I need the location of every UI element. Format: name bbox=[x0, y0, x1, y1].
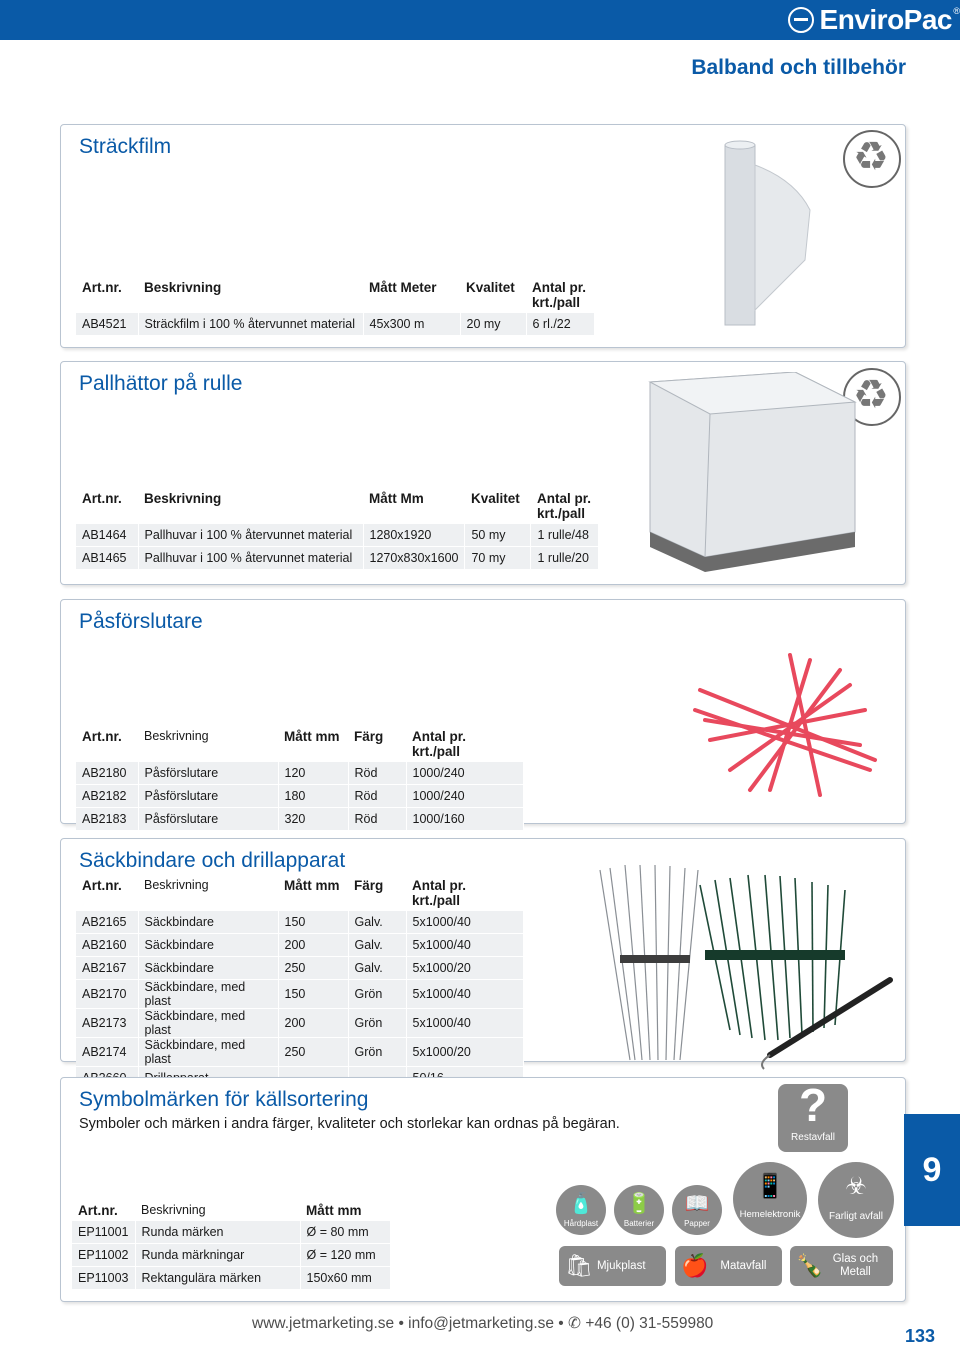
cell-art-nr: AB2160 bbox=[76, 934, 138, 957]
cell-art-nr: AB2167 bbox=[76, 957, 138, 980]
cell-matt: 150 bbox=[278, 980, 348, 1009]
cell-art-nr: AB2183 bbox=[76, 808, 138, 831]
cell-kvalitet: 50 my bbox=[465, 524, 531, 547]
papper-badge bbox=[672, 1185, 722, 1235]
cell-antal: 6 rl./22 bbox=[526, 313, 594, 336]
cell-matt: 250 bbox=[278, 1038, 348, 1067]
hardplast-badge bbox=[556, 1185, 606, 1235]
table-row bbox=[76, 1038, 523, 1067]
col-antal: Antal pr. krt./pall bbox=[536, 491, 591, 521]
cell-art-nr: EP11002 bbox=[72, 1244, 135, 1267]
col-kvalitet: Kvalitet bbox=[470, 491, 520, 506]
cell-art-nr: AB4521 bbox=[76, 313, 138, 336]
table-row bbox=[76, 547, 599, 570]
col-antal: Antal pr. krt./pall bbox=[412, 729, 467, 759]
cell-antal: 1000/160 bbox=[406, 808, 523, 831]
table-header-row bbox=[76, 727, 523, 762]
badge-label: Farligt avfall bbox=[829, 1211, 883, 1222]
col-farg: Färg bbox=[354, 878, 384, 893]
table-row bbox=[72, 1244, 390, 1267]
cell-beskrivning: Säckbindare, med plast bbox=[138, 1038, 278, 1067]
bag-closure-ties-image bbox=[690, 650, 880, 800]
cell-art-nr: AB2174 bbox=[76, 1038, 138, 1067]
cell-matt: 200 bbox=[278, 1009, 348, 1038]
cell-matt: 45x300 m bbox=[363, 313, 460, 336]
col-art-nr: Art.nr. bbox=[78, 1203, 118, 1218]
brand-logo bbox=[788, 4, 960, 36]
strackfilm-table bbox=[76, 278, 595, 336]
section-title: Symbolmärken för källsortering bbox=[79, 1088, 369, 1111]
col-beskrivning: Beskrivning bbox=[144, 491, 222, 506]
cell-art-nr: AB2182 bbox=[76, 785, 138, 808]
col-kvalitet: Kvalitet bbox=[466, 280, 515, 295]
electronics-icon: 📱 bbox=[755, 1173, 785, 1200]
cell-matt: Ø = 80 mm bbox=[300, 1221, 390, 1244]
badge-label: Mjukplast bbox=[596, 1260, 646, 1272]
cell-antal: 5x1000/20 bbox=[406, 1038, 523, 1067]
farligt-avfall-badge bbox=[818, 1162, 894, 1238]
table-row bbox=[76, 762, 523, 785]
cell-antal: 1 rulle/20 bbox=[531, 547, 599, 570]
badge-label: Papper bbox=[684, 1219, 710, 1228]
cell-farg: Galv. bbox=[348, 911, 406, 934]
cell-beskrivning: Säckbindare, med plast bbox=[138, 980, 278, 1009]
cell-farg: Grön bbox=[348, 1009, 406, 1038]
col-matt: Mått mm bbox=[284, 729, 340, 744]
badge-label: Matavfall bbox=[720, 1260, 767, 1272]
cell-matt: 1270x830x1600 bbox=[363, 547, 465, 570]
cell-beskrivning: Säckbindare bbox=[138, 911, 278, 934]
cell-farg: Galv. bbox=[348, 934, 406, 957]
col-antal: Antal pr. krt./pall bbox=[412, 878, 467, 908]
pallhattor-table bbox=[76, 489, 599, 570]
table-header-row bbox=[76, 278, 594, 313]
col-matt: Mått mm bbox=[306, 1203, 362, 1218]
cell-antal: 5x1000/40 bbox=[406, 911, 523, 934]
restavfall-badge bbox=[778, 1079, 848, 1152]
page-title: Balband och tillbehör bbox=[691, 56, 906, 79]
cell-matt: 320 bbox=[278, 808, 348, 831]
header-bar bbox=[0, 0, 960, 40]
cell-beskrivning: Säckbindare bbox=[138, 934, 278, 957]
cell-matt: 150 bbox=[278, 911, 348, 934]
cell-beskrivning: Säckbindare bbox=[138, 957, 278, 980]
section-title: Påsförslutare bbox=[79, 610, 203, 633]
cell-art-nr: AB2180 bbox=[76, 762, 138, 785]
cell-farg: Röd bbox=[348, 808, 406, 831]
table-row bbox=[72, 1267, 390, 1290]
cell-beskrivning: Påsförslutare bbox=[138, 785, 278, 808]
cell-matt: Ø = 120 mm bbox=[300, 1244, 390, 1267]
cell-antal: 5x1000/40 bbox=[406, 980, 523, 1009]
col-farg: Färg bbox=[354, 729, 384, 744]
symbolmarken-table bbox=[72, 1201, 391, 1290]
cell-beskrivning: Påsförslutare bbox=[138, 762, 278, 785]
mjukplast-badge bbox=[559, 1246, 666, 1286]
cell-kvalitet: 70 my bbox=[465, 547, 531, 570]
recycle-icon bbox=[843, 130, 901, 188]
cell-beskrivning: Runda märkningar bbox=[135, 1244, 300, 1267]
cell-matt: 250 bbox=[278, 957, 348, 980]
cell-kvalitet: 20 my bbox=[460, 313, 526, 336]
cell-farg: Röd bbox=[348, 762, 406, 785]
section-title: Säckbindare och drillapparat bbox=[79, 849, 346, 872]
section-title: Sträckfilm bbox=[79, 135, 172, 158]
matavfall-badge bbox=[675, 1246, 782, 1286]
cell-antal: 1000/240 bbox=[406, 785, 523, 808]
paper-icon: 📖 bbox=[684, 1193, 710, 1215]
cell-antal: 5x1000/40 bbox=[406, 934, 523, 957]
table-header-row bbox=[76, 876, 523, 911]
section-title: Pallhättor på rulle bbox=[79, 372, 243, 395]
table-row bbox=[76, 785, 523, 808]
cell-farg: Grön bbox=[348, 1038, 406, 1067]
registered-mark: ® bbox=[953, 6, 960, 16]
col-matt: Mått Mm bbox=[369, 491, 424, 506]
cell-antal: 1 rulle/48 bbox=[531, 524, 599, 547]
cell-art-nr: AB2173 bbox=[76, 1009, 138, 1038]
sack-ties-and-drill-image bbox=[580, 860, 900, 1070]
stretch-film-image bbox=[715, 140, 815, 330]
cell-beskrivning: Sträckfilm i 100 % återvunnet material bbox=[138, 313, 363, 336]
question-mark-icon: ? bbox=[798, 1079, 828, 1131]
section-subtitle: Symboler och märken i andra färger, kvaliteter och storlekar kan ordnas på begäran. bbox=[79, 1116, 620, 1132]
badge-label: Hemelektronik bbox=[739, 1209, 801, 1220]
cell-matt: 120 bbox=[278, 762, 348, 785]
cell-art-nr: AB2165 bbox=[76, 911, 138, 934]
cell-art-nr: AB1464 bbox=[76, 524, 138, 547]
cell-antal: 1000/240 bbox=[406, 762, 523, 785]
food-waste-icon: 🍎 bbox=[681, 1253, 709, 1278]
table-row bbox=[76, 911, 523, 934]
cell-antal: 5x1000/20 bbox=[406, 957, 523, 980]
cell-farg: Galv. bbox=[348, 957, 406, 980]
batterier-badge bbox=[614, 1185, 664, 1235]
cell-beskrivning: Pallhuvar i 100 % återvunnet material bbox=[138, 524, 363, 547]
table-row bbox=[76, 524, 599, 547]
col-beskrivning: Beskrivning bbox=[144, 729, 209, 743]
col-art-nr: Art.nr. bbox=[82, 280, 122, 295]
table-row bbox=[76, 980, 523, 1009]
col-art-nr: Art.nr. bbox=[82, 729, 122, 744]
col-matt: Mått Meter bbox=[369, 280, 437, 295]
footer-contact: www.jetmarketing.se • info@jetmarketing.se • ✆ +46 (0) 31-559980 bbox=[252, 1315, 714, 1332]
hemelektronik-badge bbox=[733, 1162, 807, 1236]
cell-beskrivning: Rektangulära märken bbox=[135, 1267, 300, 1290]
badge-label: Batterier bbox=[623, 1219, 655, 1228]
table-row bbox=[76, 808, 523, 831]
pallet-hood-image bbox=[645, 372, 860, 572]
hazardous-container-icon: ☣ bbox=[845, 1173, 867, 1200]
logo-mark-icon bbox=[788, 7, 814, 33]
table-header-row bbox=[76, 489, 599, 524]
plastic-container-icon: 🧴 bbox=[568, 1193, 594, 1215]
cell-art-nr: EP11001 bbox=[72, 1221, 135, 1244]
cell-art-nr: EP11003 bbox=[72, 1267, 135, 1290]
table-row bbox=[72, 1221, 390, 1244]
cell-beskrivning: Påsförslutare bbox=[138, 808, 278, 831]
badge-label: Glas och Metall bbox=[832, 1253, 879, 1278]
col-matt: Mått mm bbox=[284, 878, 340, 893]
cell-farg: Röd bbox=[348, 785, 406, 808]
cell-matt: 150x60 mm bbox=[300, 1267, 390, 1290]
cell-matt: 200 bbox=[278, 934, 348, 957]
badge-label: Restavfall bbox=[791, 1132, 835, 1143]
table-row bbox=[76, 313, 594, 336]
battery-icon: 🔋 bbox=[626, 1193, 652, 1215]
glass-bottle-icon: 🍾 bbox=[796, 1253, 824, 1278]
table-header-row bbox=[72, 1201, 390, 1221]
cell-art-nr: AB2170 bbox=[76, 980, 138, 1009]
col-beskrivning: Beskrivning bbox=[141, 1203, 206, 1217]
glas-metall-badge bbox=[790, 1246, 893, 1286]
table-row bbox=[76, 1009, 523, 1038]
cell-beskrivning: Pallhuvar i 100 % återvunnet material bbox=[138, 547, 363, 570]
cell-matt: 180 bbox=[278, 785, 348, 808]
table-row bbox=[76, 934, 523, 957]
col-beskrivning: Beskrivning bbox=[144, 280, 222, 295]
table-row bbox=[76, 957, 523, 980]
cell-farg: Grön bbox=[348, 980, 406, 1009]
col-art-nr: Art.nr. bbox=[82, 491, 122, 506]
cell-beskrivning: Säckbindare, med plast bbox=[138, 1009, 278, 1038]
cell-art-nr: AB1465 bbox=[76, 547, 138, 570]
page-number: 133 bbox=[905, 1326, 936, 1346]
chapter-tab: 9 bbox=[904, 1114, 960, 1226]
badge-label: Hårdplast bbox=[563, 1219, 599, 1228]
sackbindare-table bbox=[76, 876, 524, 1090]
cell-antal: 5x1000/40 bbox=[406, 1009, 523, 1038]
cell-matt: 1280x1920 bbox=[363, 524, 465, 547]
pasforslutare-table bbox=[76, 727, 524, 831]
col-beskrivning: Beskrivning bbox=[144, 878, 209, 892]
soft-plastic-icon: 🛍 bbox=[565, 1253, 593, 1278]
col-art-nr: Art.nr. bbox=[82, 878, 122, 893]
brand-name: EnviroPac bbox=[819, 4, 952, 35]
col-antal: Antal pr. krt./pall bbox=[532, 280, 587, 310]
cell-beskrivning: Runda märken bbox=[135, 1221, 300, 1244]
